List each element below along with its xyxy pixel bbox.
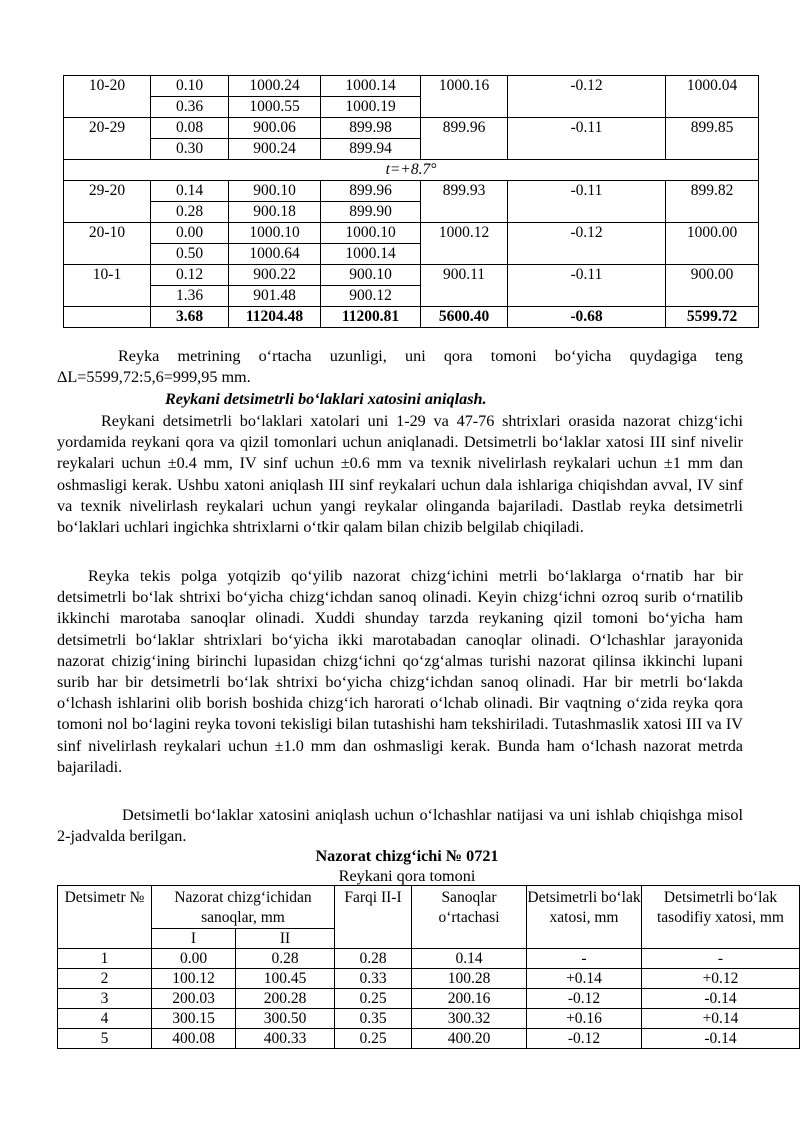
interval-mean: 899.93 <box>421 181 508 223</box>
header-random-error-text: Detsimetrli bo‘lak tasodifiy xatosi, mm <box>656 889 784 926</box>
table-cell: 0.33 <box>335 969 412 989</box>
table-row <box>58 969 800 989</box>
interval-label: 20-10 <box>64 223 151 265</box>
table-cell: -0.14 <box>642 1029 800 1049</box>
table-cell: 0.30 <box>151 139 229 160</box>
table-cell: 0.08 <box>151 118 229 139</box>
table-cell: 1000.14 <box>321 76 421 97</box>
table-cell: 300.32 <box>412 1009 527 1029</box>
table-row <box>64 181 759 202</box>
table-row <box>58 949 800 969</box>
table-cell: 899.96 <box>321 181 421 202</box>
table-cell: 0.00 <box>152 949 236 969</box>
table-cell: 1000.64 <box>229 244 321 265</box>
paragraph-procedure: Reyka tekis polga yotqizib qo‘yilib nazorat chizg‘ichini metrli bo‘laklarga o‘rnatib har bir detsimetrli bo‘lak shtrixi bo‘yicha chizg‘ichdan sanoq olinadi. Keyin chizg‘ichni ozroq surib o‘rnatilib ikkinchi marotaba sanoqlar olinadi. Xuddi shunday tarzda reykaning qizil tomoni bo‘yicha ham detsimetrli bo‘laklar shtrixlari bo‘yicha ikki marotabadan canoqlar olinadi. O‘lchashlar jarayonida nazorat chizig‘ining birinchi lupasidan chizg‘ichni qo‘zg‘almas turishi nazorat qilinsa ikkinchi lupani surib har bir detsimetrli bo‘lak shtrixi bo‘yicha chizg‘ichdan sanoq olinadi. Har bir metrli bo‘lakda o‘lchash ishlarini olib borish boshida chizg‘ich harorati o‘lchab olinadi. Bir vaqtning o‘zida reyka qora tomoni nol bo‘lagini reyka tovoni tekisligi bilan tutashishi ham tekshiriladi. Tutashmaslik xatosi III va IV sinf nivelirlash reykalari uchun ±1.0 mm dan oshmasligi kerak. Bunda ham o‘lchash nazorat metrda bajariladi. <box>57 567 743 776</box>
header-reading-2: II <box>236 929 335 949</box>
table-cell: 0.14 <box>151 181 229 202</box>
measurement-table <box>63 75 759 328</box>
table2-title: Nazorat chizg‘ichi № 0721 <box>315 847 499 865</box>
total-cell <box>64 307 151 328</box>
interval-result: 1000.00 <box>666 223 759 265</box>
interval-result: 899.82 <box>666 181 759 223</box>
table-cell: 400.20 <box>412 1029 527 1049</box>
table-row <box>58 989 800 1009</box>
table-cell: 1000.19 <box>321 97 421 118</box>
table-cell: 0.35 <box>335 1009 412 1029</box>
interval-mean: 1000.16 <box>421 76 508 118</box>
table-cell: 0.36 <box>151 97 229 118</box>
table-cell: 1000.24 <box>229 76 321 97</box>
total-cell: 11200.81 <box>321 307 421 328</box>
table-cell: +0.14 <box>527 969 642 989</box>
table-cell: 200.16 <box>412 989 527 1009</box>
table-cell: 0.25 <box>335 989 412 1009</box>
table-cell: -0.12 <box>527 989 642 1009</box>
table-cell: 0.25 <box>335 1029 412 1049</box>
header-decimeter: Detsimetr № <box>58 886 152 949</box>
table-cell: 900.18 <box>229 202 321 223</box>
table-cell: 5 <box>58 1029 152 1049</box>
table-cell: 899.94 <box>321 139 421 160</box>
table-cell: -0.12 <box>527 1029 642 1049</box>
paragraph-method: Reykani detsimetrli bo‘laklari xatolari uni 1-29 va 47-76 shtrixlari orasida nazorat chizg‘ichi yordamida reykani qora va qizil tomonlari uchun aniqlanadi. Detsimetrli bo‘laklar xatosi III sinf nivelir reykalari uchun ±0.4 mm, IV sinf uchun ±0.6 mm va texnik nivelirlash reykalari uchun ±1 mm dan oshmasligi kerak. Ushbu xatoni aniqlash III sinf reykalari uchun dala ishlariga chiqishdan avval, IV sinf va texnik nivelirlash reykalari uchun yangi reykalar olinganda bajariladi. Dastlab reyka detsimetrli bo‘laklari uchlari ingichka shtrixlarni o‘tkir qalam bilan chizib belgilab chiqiladi. <box>57 412 743 537</box>
header-difference: Farqi II-I <box>335 886 412 949</box>
table-cell: 899.90 <box>321 202 421 223</box>
paragraph-length-text: Reyka metrining o‘rtacha uzunligi, uni qora tomoni bo‘yicha quydagiga teng <box>118 347 743 365</box>
interval-label: 29-20 <box>64 181 151 223</box>
table-cell: 1000.10 <box>229 223 321 244</box>
interval-mean: 900.11 <box>421 265 508 307</box>
table-cell: 1000.10 <box>321 223 421 244</box>
table-cell: 0.00 <box>151 223 229 244</box>
table-cell: 100.12 <box>152 969 236 989</box>
table-cell: 400.33 <box>236 1029 335 1049</box>
table-cell: +0.12 <box>642 969 800 989</box>
table-cell: - <box>642 949 800 969</box>
interval-corr: -0.11 <box>508 181 666 223</box>
interval-corr: -0.11 <box>508 265 666 307</box>
temperature-row <box>64 160 759 181</box>
table2-body <box>58 949 800 1049</box>
table-cell: 900.06 <box>229 118 321 139</box>
header-error <box>527 886 642 949</box>
table-cell: 0.14 <box>412 949 527 969</box>
interval-mean: 899.96 <box>421 118 508 160</box>
decimeter-table <box>57 885 800 1049</box>
table-cell: 100.28 <box>412 969 527 989</box>
table-cell: 1.36 <box>151 286 229 307</box>
table-cell: 1 <box>58 949 152 969</box>
table-cell: 400.08 <box>152 1029 236 1049</box>
interval-label: 10-1 <box>64 265 151 307</box>
totals-row <box>64 307 759 328</box>
total-cell: 5600.40 <box>421 307 508 328</box>
table-cell: 200.28 <box>236 989 335 1009</box>
total-cell: 3.68 <box>151 307 229 328</box>
table-cell: 900.22 <box>229 265 321 286</box>
interval-result: 1000.04 <box>666 76 759 118</box>
table-cell: 900.12 <box>321 286 421 307</box>
table-row <box>64 265 759 286</box>
table-cell: 2 <box>58 969 152 989</box>
total-cell: -0.68 <box>508 307 666 328</box>
table-cell: 901.48 <box>229 286 321 307</box>
table-cell: 1000.14 <box>321 244 421 265</box>
table-cell: 4 <box>58 1009 152 1029</box>
table-cell: 899.98 <box>321 118 421 139</box>
table-cell: 0.28 <box>236 949 335 969</box>
table-cell: 1000.55 <box>229 97 321 118</box>
table-row <box>64 76 759 97</box>
interval-result: 900.00 <box>666 265 759 307</box>
interval-mean: 1000.12 <box>421 223 508 265</box>
table-cell: - <box>527 949 642 969</box>
paragraph-example: Detsimetli bo‘laklar xatosini aniqlash uchun o‘lchashlar natijasi va uni ishlab chiqishga misol 2-jadvalda berilgan. <box>57 806 743 846</box>
interval-label: 10-20 <box>64 76 151 118</box>
temperature-label: t=+8.7° <box>64 160 759 181</box>
interval-corr: -0.12 <box>508 223 666 265</box>
header-error-text: Detsimetrli bo‘lak xatosi, mm <box>527 889 641 926</box>
table-cell: 0.10 <box>151 76 229 97</box>
table-cell: 900.10 <box>229 181 321 202</box>
table-cell: 100.45 <box>236 969 335 989</box>
section-heading: Reykani detsimetrli bo‘laklari xatosini aniqlash. <box>165 390 487 408</box>
table-cell: 0.28 <box>335 949 412 969</box>
table2-header-row <box>58 886 800 929</box>
interval-corr: -0.12 <box>508 76 666 118</box>
table-row <box>64 118 759 139</box>
table-cell: 0.50 <box>151 244 229 265</box>
interval-label: 20-29 <box>64 118 151 160</box>
table-row <box>58 1029 800 1049</box>
interval-result: 899.85 <box>666 118 759 160</box>
total-cell: 5599.72 <box>666 307 759 328</box>
table-cell: 0.12 <box>151 265 229 286</box>
header-random-error <box>642 886 800 949</box>
header-reading-1: I <box>152 929 236 949</box>
table-cell: 900.24 <box>229 139 321 160</box>
table-cell: 0.28 <box>151 202 229 223</box>
table-cell: 900.10 <box>321 265 421 286</box>
table-row <box>64 223 759 244</box>
table-cell: -0.14 <box>642 989 800 1009</box>
paragraph-length <box>57 346 743 388</box>
table-cell: +0.14 <box>642 1009 800 1029</box>
table2-subtitle: Reykani qora tomoni <box>338 867 476 885</box>
interval-corr: -0.11 <box>508 118 666 160</box>
total-cell: 11204.48 <box>229 307 321 328</box>
table-cell: 300.50 <box>236 1009 335 1029</box>
table-row <box>58 1009 800 1029</box>
table-cell: 300.15 <box>152 1009 236 1029</box>
header-mean: Sanoqlar o‘rtachasi <box>412 886 527 949</box>
header-readings: Nazorat chizg‘ichidan sanoqlar, mm <box>152 886 335 929</box>
table-cell: +0.16 <box>527 1009 642 1029</box>
table-cell: 200.03 <box>152 989 236 1009</box>
table-cell: 3 <box>58 989 152 1009</box>
table1-body <box>64 76 759 328</box>
length-formula: ΔL=5599,72:5,6=999,95 mm. <box>57 368 251 387</box>
